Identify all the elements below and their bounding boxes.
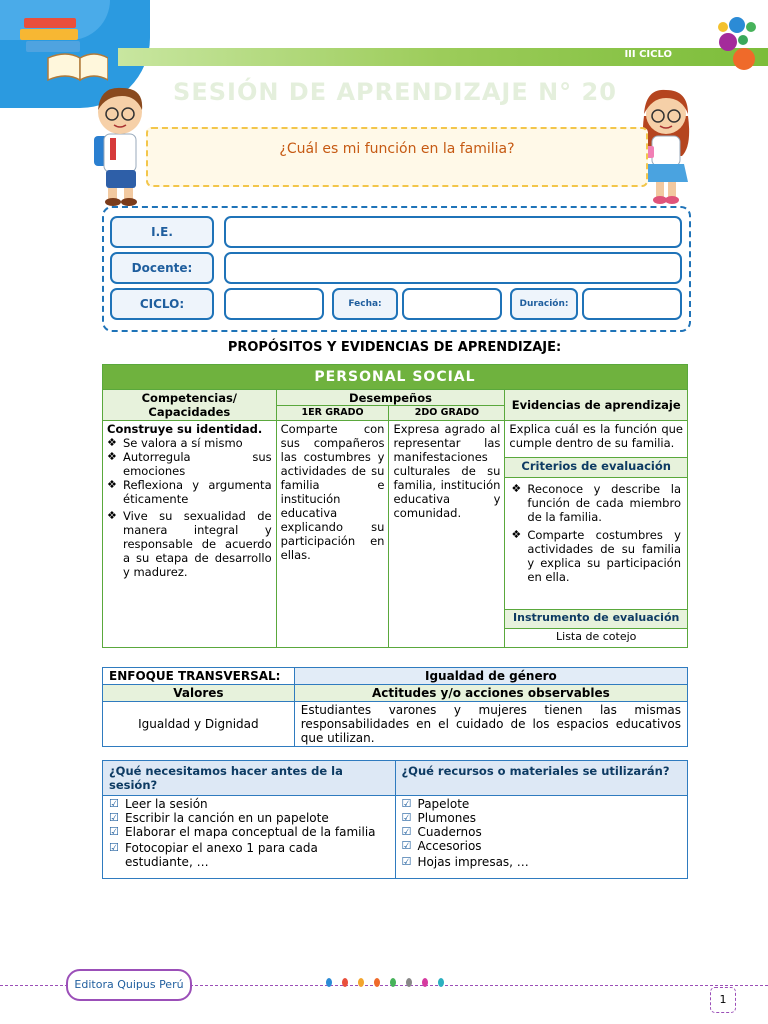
decor-dot bbox=[733, 48, 755, 70]
checkbox-icon: ☑ bbox=[109, 811, 119, 824]
criterios-cell bbox=[505, 478, 688, 610]
actitudes-header: Actitudes y/o acciones observables bbox=[294, 685, 687, 702]
competencias-cell bbox=[103, 421, 277, 648]
competencias-header: Competencias/ Capacidades bbox=[103, 390, 277, 421]
purposes-table bbox=[102, 364, 688, 648]
docente-label: Docente: bbox=[110, 252, 214, 284]
desempenos-header: Desempeños bbox=[276, 390, 505, 406]
antes-item: ☑ Fotocopiar el anexo 1 para cada estudiante, … bbox=[109, 841, 318, 869]
antes-cell bbox=[103, 796, 396, 879]
antes-item: ☑ Escribir la canción en un papelote bbox=[109, 811, 329, 825]
footer-dot-icon bbox=[422, 978, 428, 987]
footer-dot-icon bbox=[358, 978, 364, 987]
checkbox-icon: ☑ bbox=[109, 841, 119, 854]
decor-dot bbox=[729, 17, 745, 33]
checkbox-icon: ☑ bbox=[401, 839, 412, 852]
ie-field[interactable] bbox=[224, 216, 682, 248]
ie-label: I.E. bbox=[110, 216, 214, 248]
footer-dot-icon bbox=[390, 978, 396, 987]
section-title: PROPÓSITOS Y EVIDENCIAS DE APRENDIZAJE: bbox=[227, 340, 562, 355]
session-info-box bbox=[102, 206, 691, 332]
instrumento-cell: Lista de cotejo bbox=[505, 628, 688, 647]
criterio-item: ❖ Comparte costumbres y actividades de su familia y explica su participación en ella. bbox=[511, 528, 681, 585]
capacidad-item: ❖ Vive su sexualidad de manera integral y responsable de acuerdo a su etapa de desarrollo y madurez. bbox=[107, 509, 272, 579]
grade-2-header: 2DO GRADO bbox=[389, 406, 505, 421]
duracion-label: Duración: bbox=[510, 288, 578, 320]
decor-dot bbox=[719, 33, 737, 51]
ciclo-tag: III CICLO bbox=[624, 49, 672, 60]
fecha-label: Fecha: bbox=[332, 288, 398, 320]
enfoque-table bbox=[102, 667, 688, 747]
duracion-field[interactable] bbox=[582, 288, 682, 320]
instrumento-header: Instrumento de evaluación bbox=[505, 609, 688, 628]
checkbox-icon: ☑ bbox=[401, 825, 412, 838]
enfoque-label: ENFOQUE TRANSVERSAL: bbox=[103, 668, 295, 685]
docente-field[interactable] bbox=[224, 252, 682, 284]
capacidad-item: ❖ Se valora a sí mismo bbox=[107, 436, 243, 450]
session-question-box bbox=[146, 127, 648, 187]
recurso-item: ☑ Hojas impresas, … bbox=[401, 855, 529, 869]
actitud-cell: Estudiantes varones y mujeres tienen las mismas responsabilidades en el cuidado de los espacios educativos que utilizan. bbox=[294, 702, 687, 747]
recursos-cell bbox=[395, 796, 688, 879]
capacidad-item: ❖ Autorregula sus emociones bbox=[107, 450, 272, 478]
valor-cell: Igualdad y Dignidad bbox=[103, 702, 295, 747]
decor-dot bbox=[738, 35, 748, 45]
competencia-title: Construye su identidad. bbox=[107, 422, 263, 436]
criterios-header: Criterios de evaluación bbox=[505, 457, 688, 477]
recurso-item: ☑ Cuadernos bbox=[401, 825, 482, 839]
recurso-item: ☑ Papelote bbox=[401, 797, 470, 811]
recurso-item: ☑ Plumones bbox=[401, 811, 476, 825]
footer-dot-icon bbox=[374, 978, 380, 987]
checkbox-icon: ☑ bbox=[401, 855, 412, 868]
antes-header: ¿Qué necesitamos hacer antes de la sesión? bbox=[103, 761, 396, 796]
area-header: PERSONAL SOCIAL bbox=[103, 365, 688, 390]
ciclo-label: CICLO: bbox=[110, 288, 214, 320]
decor-dot bbox=[718, 22, 728, 32]
footer-dot-icon bbox=[438, 978, 444, 987]
boy-illustration bbox=[92, 84, 150, 206]
criterio-item: ❖ Reconoce y describe la función de cada miembro de la familia. bbox=[511, 482, 681, 525]
checkbox-icon: ☑ bbox=[401, 797, 412, 810]
evidencia-cell: Explica cuál es la función que cumple dentro de su familia. bbox=[505, 421, 688, 458]
page-number: 1 bbox=[710, 987, 736, 1013]
desempeno-grade-2: Expresa agrado al representar las manifestaciones culturales de su familia, institución educativa y comunidad. bbox=[389, 421, 505, 648]
antes-item: ☑ Leer la sesión bbox=[109, 797, 208, 811]
fecha-field[interactable] bbox=[402, 288, 502, 320]
preparation-table bbox=[102, 760, 688, 879]
page-title: SESIÓN DE APRENDIZAJE N° 20 bbox=[173, 78, 617, 106]
books-icon bbox=[18, 14, 108, 86]
ciclo-field[interactable] bbox=[224, 288, 324, 320]
antes-item: ☑ Elaborar el mapa conceptual de la familia bbox=[109, 825, 376, 839]
checkbox-icon: ☑ bbox=[401, 811, 412, 824]
enfoque-value: Igualdad de género bbox=[294, 668, 687, 685]
footer-dot-icon bbox=[406, 978, 412, 987]
capacidad-item: ❖ Reflexiona y argumenta éticamente bbox=[107, 478, 272, 506]
footer-dot-icon bbox=[326, 978, 332, 987]
recurso-item: ☑ Accesorios bbox=[401, 839, 482, 853]
editora-badge: Editora Quipus Perú bbox=[66, 969, 192, 1001]
session-question: ¿Cuál es mi función en la familia? bbox=[279, 141, 515, 157]
valores-header: Valores bbox=[103, 685, 295, 702]
footer-dot-icon bbox=[342, 978, 348, 987]
checkbox-icon: ☑ bbox=[109, 825, 119, 838]
decor-dot bbox=[746, 22, 756, 32]
desempeno-grade-1: Comparte con sus compañeros las costumbres y actividades de su familia e institución educativa explicando su participación en ellas. bbox=[276, 421, 389, 648]
evidencias-header: Evidencias de aprendizaje bbox=[505, 390, 688, 421]
checkbox-icon: ☑ bbox=[109, 797, 119, 810]
recursos-header: ¿Qué recursos o materiales se utilizarán? bbox=[395, 761, 688, 796]
grade-1-header: 1ER GRADO bbox=[276, 406, 389, 421]
